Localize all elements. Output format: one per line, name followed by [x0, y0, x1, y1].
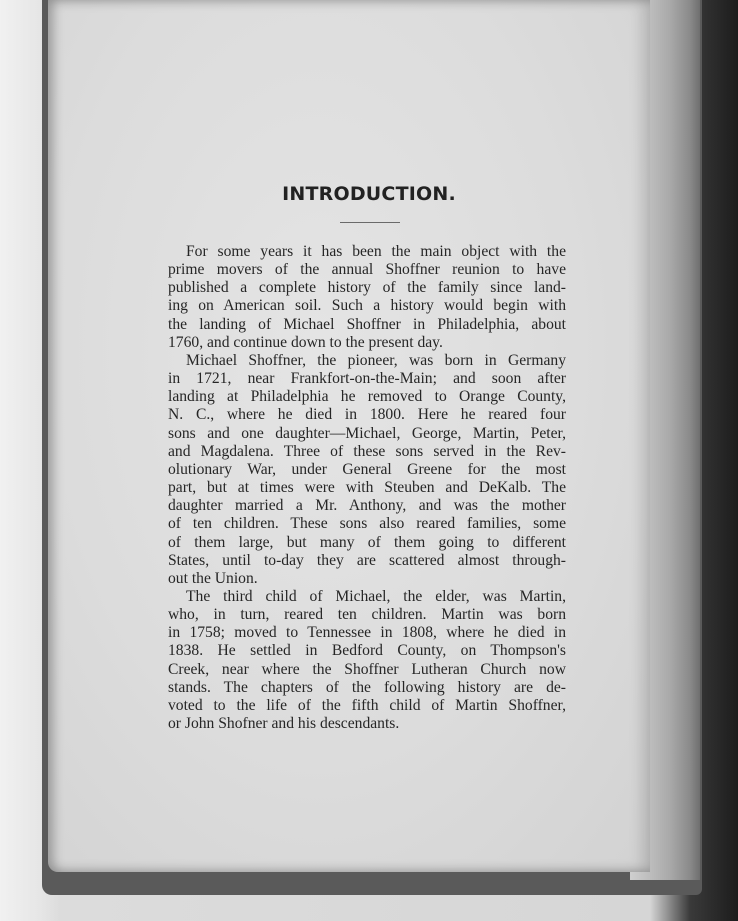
text-line: daughter married a Mr. Anthony, and was the mother: [168, 497, 566, 515]
paragraph-1: [168, 243, 566, 352]
text-line: in 1758; moved to Tennessee in 1808, where he died in: [168, 624, 566, 642]
text-line: For some years it has been the main object with the: [186, 243, 566, 260]
title-divider: [340, 222, 400, 223]
text-line: voted to the life of the fifth child of Martin Shoffner,: [168, 696, 566, 714]
text-line: N. C., where he died in 1800. Here he reared four: [168, 406, 566, 424]
text-line: or John Shofner and his descendants.: [168, 715, 400, 733]
text-line: landing at Philadelphia he removed to Orange County,: [168, 388, 566, 406]
body-text: [168, 243, 566, 733]
text-line: out the Union.: [168, 569, 258, 587]
text-line: of them large, but many of them going to different: [168, 533, 566, 551]
paragraph-2: [168, 352, 566, 588]
text-line: sons and one daughter—Michael, George, Martin, Peter,: [168, 424, 566, 442]
text-line: stands. The chapters of the following history are de-: [168, 678, 566, 696]
text-line: Michael Shoffner, the pioneer, was born in Germany: [186, 351, 566, 369]
text-line: the landing of Michael Shoffner in Philadelphia, about: [168, 315, 566, 333]
text-line: Creek, near where the Shoffner Lutheran Church now: [168, 660, 566, 678]
text-line: olutionary War, under General Greene for the most: [168, 460, 566, 478]
text-line: who, in turn, reared ten children. Martin was born: [168, 606, 566, 624]
text-line: States, until to-day they are scattered almost through-: [168, 551, 566, 569]
text-line: 1838. He settled in Bedford County, on Thompson's: [168, 642, 566, 660]
text-line: published a complete history of the family since land-: [168, 279, 566, 297]
text-line: of ten children. These sons also reared families, some: [168, 515, 566, 533]
text-line: 1760, and continue down to the present day.: [168, 333, 443, 351]
text-line: The third child of Michael, the elder, was Martin,: [186, 587, 566, 605]
paragraph-3: [168, 588, 566, 733]
text-line: and Magdalena. Three of these sons served in the Rev-: [168, 442, 566, 460]
page-title: INTRODUCTION.: [282, 183, 456, 205]
text-line: part, but at times were with Steuben and DeKalb. The: [168, 479, 566, 497]
text-line: prime movers of the annual Shoffner reunion to have: [168, 261, 566, 279]
text-line: in 1721, near Frankfort-on-the-Main; and soon after: [168, 370, 566, 388]
text-line: ing on American soil. Such a history would begin with: [168, 297, 566, 315]
